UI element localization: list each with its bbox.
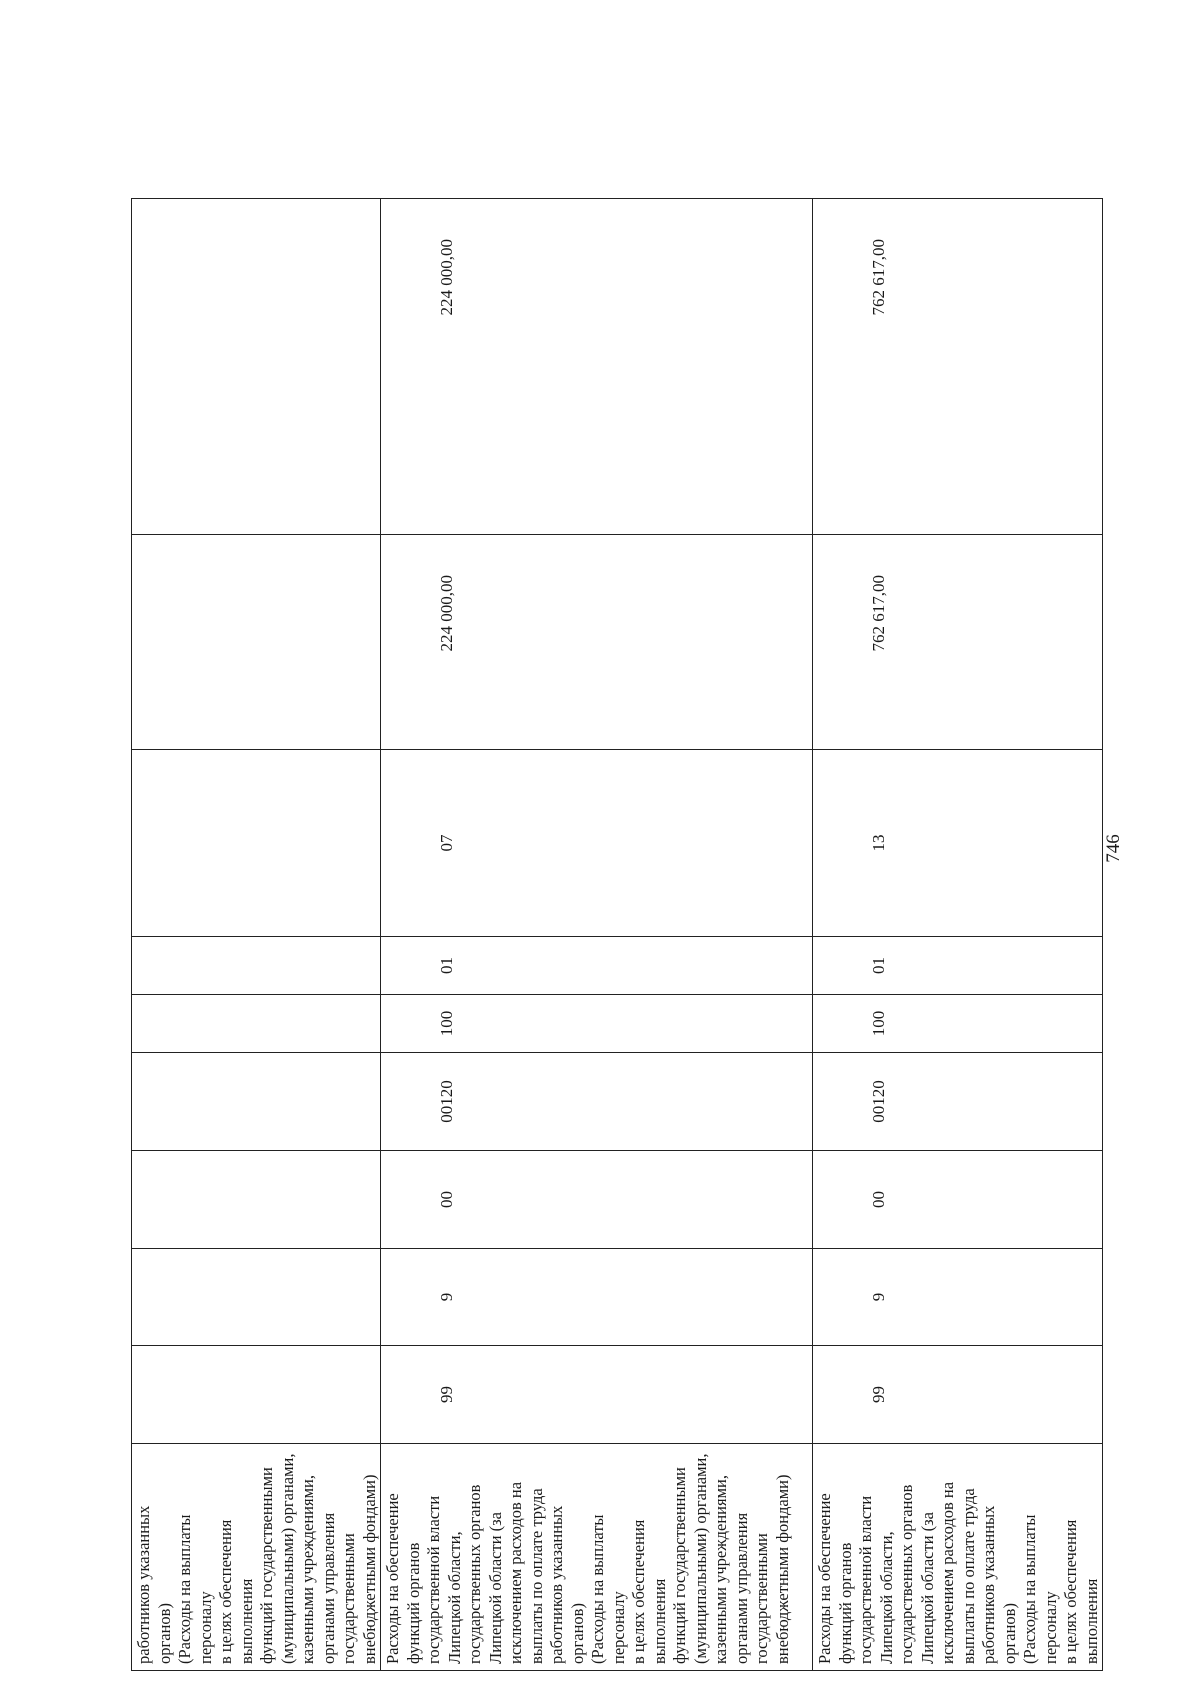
code-cell: 100 — [381, 995, 813, 1053]
code-cell — [132, 995, 381, 1053]
code-cell: 00120 — [813, 1053, 1103, 1151]
budget-table — [131, 198, 1103, 1671]
code-cell — [132, 750, 381, 937]
code-cell — [132, 1053, 381, 1151]
table-row — [813, 199, 1103, 1671]
code-cell: 00 — [381, 1151, 813, 1249]
code-cell: 00120 — [381, 1053, 813, 1151]
code-cell: 13 — [813, 750, 1103, 937]
code-cell: 100 — [813, 995, 1103, 1053]
code-cell: 00 — [813, 1151, 1103, 1249]
amount-cell — [132, 535, 381, 750]
amount-cell: 762 617,00 — [813, 535, 1103, 750]
amount-cell: 224 000,00 — [381, 535, 813, 750]
code-cell — [132, 1346, 381, 1444]
code-cell: 9 — [813, 1249, 1103, 1346]
amount-cell — [132, 199, 381, 535]
table-row — [132, 199, 381, 1671]
amount-cell: 762 617,00 — [813, 199, 1103, 535]
code-cell: 99 — [813, 1346, 1103, 1444]
code-cell: 9 — [381, 1249, 813, 1346]
code-cell — [132, 1249, 381, 1346]
code-cell — [132, 1151, 381, 1249]
table-row — [381, 199, 813, 1671]
amount-cell: 224 000,00 — [381, 199, 813, 535]
code-cell: 99 — [381, 1346, 813, 1444]
code-cell: 01 — [381, 937, 813, 995]
code-cell — [132, 937, 381, 995]
page-number: 746 — [1103, 834, 1124, 863]
description-cell: работников указанных органов) (Расходы на выплаты персоналу в целях обеспечения выполнения функций государственными (муниципальными) органами, казенными учреждениями, органами управления государственными внебюджетными фондами) — [132, 1444, 381, 1671]
description-cell: Расходы на обеспечение функций органов государственной власти Липецкой области, государственных органов Липецкой области (за исключением расходов на выплаты по оплате труда работников указанных органов) (Расходы на выплаты персоналу в целях обеспечения выполнения — [813, 1444, 1103, 1671]
code-cell: 01 — [813, 937, 1103, 995]
description-cell: Расходы на обеспечение функций органов государственной власти Липецкой области, государственных органов Липецкой области (за исключением расходов на выплаты по оплате труда работников указанных органов) (Расходы на выплаты персоналу в целях обеспечения выполнения функций государственными (муниципальными) органами, казенными учреждениями, органами управления государственными внебюджетными фондами) — [381, 1444, 813, 1671]
code-cell: 07 — [381, 750, 813, 937]
